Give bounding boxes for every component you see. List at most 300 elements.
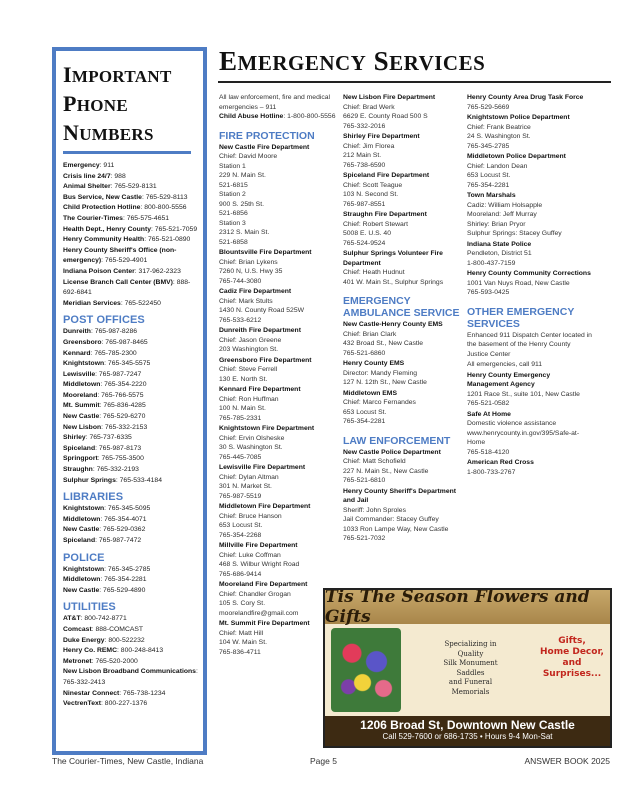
entry-name: New Lisbon [63,423,102,431]
ad-contact: Call 529-7600 or 686-1735 • Hours 9-4 Mon-Sat [382,732,553,741]
phone-entry [63,161,198,172]
phone-entry [63,380,198,391]
entry-name: Animal Shelter [63,183,111,191]
agency-detail: 653 Locust St. [219,522,263,529]
agency-name: American Red Cross [467,459,534,466]
agency-detail: Chief: Brian Lykens [219,258,278,266]
entry-number: : 765-987-8286 [90,328,138,336]
agency-detail: 765-354-2281 [343,418,386,425]
agency-detail: 1430 N. County Road 525W [219,307,305,314]
entry-number: : 765-332-2413 [63,668,198,686]
entry-number: : 765-354-2281 [100,576,147,584]
agency-name: Henry County Community Corrections [467,270,591,277]
entry-name: Lewisville [63,370,96,378]
important-phone-numbers-box [52,47,207,755]
agency-detail: Chief: Heath Hudnut [343,269,405,276]
agency-entry [219,541,337,579]
services-column-2 [343,93,463,545]
agency-entry [219,502,337,540]
phone-entry [63,391,198,402]
phone-entry [63,327,198,338]
agency-entry [219,287,337,325]
agency-name: Town Marshals [467,192,516,199]
entry-name: License Branch Call Center (BMV) [63,278,173,286]
sidebar-intro-list [63,161,198,309]
agency-name: Greensboro Fire Department [219,356,312,364]
entry-name: VectrenText [63,700,102,708]
agency-entry [467,269,593,298]
agency-detail: 401 W. Main St., Sulphur Springs [343,278,444,286]
agency-name: Knightstown Police Department [467,114,570,121]
agency-detail: Chief: Bruce Hanson [219,512,282,520]
agency-entry [467,152,593,190]
phone-entry [63,699,198,710]
agency-detail: 653 Locust St. [343,408,387,416]
phone-entry [63,370,198,381]
flower-bouquet-image [331,628,401,712]
phone-entry [63,182,198,193]
agency-entry [343,359,463,388]
agency-detail: 765-593-0425 [467,289,510,296]
agency-detail: Chief: Ron Huffman [219,395,279,403]
agency-entry [467,410,593,458]
footer-publication: The Courier-Times, New Castle, Indiana [52,756,204,766]
phone-entry [63,225,198,236]
agency-name: Blountsville Fire Department [219,249,312,256]
agency-detail: Station 3 [219,219,246,227]
agency-detail: Chief: Matt Hill [219,629,264,637]
section-heading: POLICE [63,551,105,564]
phone-entry [63,193,198,204]
agency-entry [219,143,337,248]
phone-entry [63,412,198,423]
phone-entry [63,401,198,412]
agency-entry [467,191,593,239]
entry-number: : 765-785-2300 [90,349,137,357]
agency-entry [219,385,337,423]
agency-detail: 103 N. Second St. [343,191,399,198]
entry-number: : 765-529-0362 [99,526,146,534]
agency-detail: 765-529-5669 [467,103,510,111]
entry-name: Comcast [63,625,92,633]
agency-entry [343,171,463,209]
agency-name: Sulphur Springs Volunteer Fire Department [343,250,443,267]
entry-number: : 765-521-7059 [151,225,198,233]
footer-book-title: ANSWER BOOK 2025 [524,756,610,766]
section-heading: OTHER EMERGENCY SERVICES [467,305,575,330]
entry-number: : 765-737-6335 [85,434,132,442]
agency-detail: 100 N. Main St. [219,405,266,412]
entry-number: : 765-575-4651 [122,214,170,222]
agency-detail: 301 N. Market St. [219,483,272,490]
agency-name: Middletown EMS [343,389,397,397]
agency-detail: 521-6856 [219,210,248,217]
entry-number: : 765-529-8113 [141,193,188,201]
phone-entry [63,278,198,299]
entry-name: Emergency [63,162,100,169]
agency-entry [467,240,593,269]
phone-entry [63,625,198,636]
agency-detail: 1-800-437-7159 [467,259,516,267]
entry-name: Metronet [63,657,92,665]
agency-detail: 6629 E. County Road 500 S [343,113,428,120]
agency-detail: 765-785-2331 [219,414,262,422]
entry-number: : 765-987-8465 [101,338,148,346]
phone-entry [63,214,198,225]
agency-detail: Chief: Dylan Altman [219,473,279,481]
agency-detail: 765-686-9414 [219,570,262,578]
section-heading: LIBRARIES [63,491,124,504]
entry-number: : 765-533-4184 [115,476,162,484]
entry-name: The Courier-Times [63,214,123,222]
entry-number: : 317-962-2323 [134,267,181,275]
agency-detail: Chief: Chandler Grogan [219,590,291,598]
agency-detail: Chief: Mark Stults [219,297,273,305]
entry-name: New Lisbon Broadband Communications [63,668,196,676]
entry-name: Dunreith [63,328,91,336]
agency-detail: 765-445-7085 [219,453,262,461]
agency-name: Kennard Fire Department [219,386,301,393]
agency-detail: 1001 Van Nuys Road, New Castle [467,279,570,287]
entry-number: : 765-755-3500 [97,455,144,463]
agency-name: Safe At Home [467,410,511,418]
phone-entry [63,504,198,515]
agency-name: Shirley Fire Department [343,133,420,140]
agency-detail: Chief: Robert Stewart [343,220,408,228]
agency-entry [343,249,463,287]
agency-name: Henry County EMS [343,360,405,367]
entry-name: Greensboro [63,338,102,346]
agency-detail: Chief: Matt Schofield [343,458,406,465]
services-column-3 [467,93,593,478]
agency-entry [219,356,337,385]
agency-detail: Chief: Brad Werk [343,103,395,111]
entry-name: New Castle [63,413,100,421]
emergency-services-title: EMERGENCY SERVICES [219,46,486,76]
entry-name: Knightstown [63,565,105,573]
agency-name: Middletown Police Department [467,153,566,160]
entry-name: New Castle [63,586,100,594]
agency-detail: Station 1 [219,162,246,170]
agency-detail: 468 S. Wilbur Wright Road [219,561,300,568]
agency-entry [343,210,463,248]
entry-name: Sulphur Springs [63,476,116,484]
sidebar-title: IMPORTANT PHONE NUMBERS [63,62,172,145]
agency-name: Straughn Fire Department [343,211,427,218]
entry-name: Health Dept., Henry County [63,225,151,233]
agency-entry [219,424,337,462]
phone-entry [63,586,198,597]
ad-address: 1206 Broad St, Downtown New Castle [360,718,575,732]
entry-number: : 765-529-8131 [110,183,157,191]
phone-entry [63,299,198,310]
agency-name: Cadiz Fire Department [219,288,292,295]
entry-number: : 765-520-2000 [91,657,138,665]
entry-name: Henry Community Health [63,236,145,244]
agency-entry [219,326,337,355]
entry-name: Indiana Poison Center [63,267,135,275]
agency-name: Indiana State Police [467,240,532,248]
entry-number: : 988 [110,172,126,180]
phone-entry [63,614,198,625]
entry-name: Mt. Summit [63,402,100,410]
entry-number: : 765-987-8173 [95,444,142,452]
agency-name: Mooreland Fire Department [219,581,308,588]
agency-detail: 212 Main St. [343,152,382,159]
agency-name: New Castle Fire Department [219,143,310,151]
entry-number: : 765-345-2785 [104,565,151,573]
agency-detail: 765-987-5519 [219,492,262,500]
agency-detail: Cadiz: William Holsapple [467,201,543,209]
agency-detail: Station 2 [219,191,246,198]
entry-number: : 765-354-4071 [100,515,147,523]
section-heading: UTILITIES [63,601,116,614]
entry-name: Shirley [63,434,86,442]
agency-detail: 7260 N, U.S. Hwy 35 [219,268,283,275]
phone-entry [63,689,198,700]
agency-detail: 127 N. 12th St., New Castle [343,379,427,386]
phone-entry [63,444,198,455]
agency-detail: moorelandfire@gmail.com [219,609,299,617]
section-heading: LAW ENFORCEMENT [343,434,451,447]
phone-entry [63,575,198,586]
agency-detail: Chief: Marco Fernandes [343,399,416,406]
agency-detail: 104 W. Main St. [219,639,267,646]
agency-detail: 1-800-733-2767 [467,468,516,476]
footer-page-number: Page 5 [310,756,337,766]
agency-name: Spiceland Fire Department [343,172,430,179]
entry-name: Springport [63,455,98,463]
agency-detail: 1201 Race St., suite 101, New Castle [467,390,580,398]
agency-detail: 765-521-6860 [343,349,386,357]
agency-entry [467,458,593,477]
entry-number: : 800-248-8413 [117,647,164,655]
entry-name: Knightstown [63,505,105,513]
agency-detail: Chief: Scott Teague [343,181,403,189]
phone-entry [63,454,198,465]
agency-detail: 765-345-2785 [467,142,510,150]
phone-entry [63,246,198,267]
entry-name: Spiceland [63,444,96,452]
entry-name: Straughn [63,466,93,474]
agency-detail: Chief: Ervin Olsheske [219,434,285,442]
agency-detail: Mooreland: Jeff Murray [467,211,537,218]
phone-entry [63,433,198,444]
agency-name: Henry County Area Drug Task Force [467,94,584,101]
entry-number: : 765-987-7472 [95,537,142,544]
intro-text: All law enforcement, fire and medical emergencies – 911 Child Abuse Hotline: 1-800-800-5556 [219,94,336,120]
agency-detail: 765-521-7032 [343,535,386,542]
page-footer [52,756,610,770]
phone-entry [63,465,198,476]
agency-entry [219,619,337,657]
agency-detail: 521-6815 [219,181,248,189]
agency-detail: Chief: Jason Greene [219,336,282,344]
agency-name: Lewisville Fire Department [219,464,306,471]
agency-detail: Chief: Frank Beatrice [467,123,531,131]
entry-name: Kennard [63,349,91,357]
phone-entry [63,423,198,434]
section-heading: EMERGENCY AMBULANCE SERVICE [343,295,460,319]
phone-entry [63,476,198,487]
info-text: Enhanced 911 Dispatch Center located in the basement of the Henry County Justice Center [467,331,592,358]
agency-detail: 765-354-2268 [219,531,262,539]
title-rule [218,81,611,83]
agency-detail: 30 S. Washington St. [219,444,283,451]
phone-entry [63,515,198,526]
ad-address-bar [325,716,610,746]
entry-name: Crisis line 24/7 [63,172,111,180]
phone-entry [63,636,198,647]
entry-number: : 800-742-8771 [80,615,127,623]
phone-entry [63,235,198,246]
agency-detail: 24 S. Washington St. [467,133,531,140]
phone-entry [63,657,198,668]
phone-entry [63,359,198,370]
phone-entry [63,565,198,576]
agency-detail: Sulphur Springs: Stacey Guffey [467,230,562,237]
entry-number: : 765-529-4901 [101,257,148,265]
entry-number: : 765-354-2220 [100,381,147,389]
entry-number: : 765-332-2193 [92,466,139,474]
ad-banner: Tis The Season Flowers and Gifts [325,590,610,624]
agency-entry [467,371,593,409]
agency-detail: Shirley: Brian Pryor [467,220,526,228]
agency-name: Dunreith Fire Department [219,327,301,334]
agency-detail: Chief: Brian Clark [343,330,397,338]
agency-entry [467,93,593,112]
flower-shop-advertisement [323,588,612,748]
agency-detail: 2312 S. Main St. [219,229,270,236]
agency-detail: Director: Mandy Fleming [343,369,418,377]
entry-number: : 765-332-2153 [101,423,148,431]
ad-gifts-text: Gifts, Home Decor, and Surprises... [540,636,604,679]
entry-number: : 800-522232 [104,636,145,644]
agency-detail: 227 N. Main St., New Castle [343,467,429,475]
agency-detail: Domestic violence assistance [467,420,557,427]
agency-name: Henry County Emergency Management Agency [467,371,551,388]
phone-entry [63,536,198,547]
section-heading: POST OFFICES [63,314,145,327]
entry-number: : 765-529-4890 [99,586,146,594]
agency-detail: Sheriff: John Sproles [343,506,406,514]
agency-name: New Castle-Henry County EMS [343,321,443,328]
agency-detail: 130 E. North St. [219,375,268,383]
phone-entry [63,338,198,349]
entry-number: : 765-521-0890 [144,236,191,244]
phone-entry [63,646,198,657]
entry-name: Meridian Services [63,299,121,307]
agency-detail: 765-521-6810 [343,477,386,484]
entry-number: : 765-522450 [120,299,161,307]
agency-name: New Lisbon Fire Department [343,94,436,101]
agency-entry [343,132,463,170]
agency-detail: 765-518-4120 [467,448,510,456]
entry-number: : 765-836-4285 [99,402,146,410]
entry-name: Duke Energy [63,636,105,644]
agency-name: Knightstown Fire Department [219,425,315,432]
agency-detail: Chief: Landon Dean [467,162,528,170]
agency-detail: 765-738-6590 [343,161,386,169]
agency-detail: Chief: Luke Coffman [219,551,281,559]
agency-detail: 900 S. 25th St. [219,200,264,208]
agency-detail: 765-836-4711 [219,648,261,656]
entry-name: Spiceland [63,537,96,544]
agency-detail: 432 Broad St., New Castle [343,340,424,347]
entry-number: : 765-738-1234 [119,689,166,697]
agency-detail: Pendleton, District 51 [467,250,532,257]
entry-number: : 765-766-5575 [97,391,144,399]
agency-entry [219,463,337,501]
info-text: All emergencies, call 911 [467,361,543,368]
agency-detail: 5008 E. U.S. 40 [343,230,391,237]
agency-detail: 229 N. Main St. [219,172,266,179]
entry-name: Middletown [63,381,101,389]
entry-number: : 888-COMCAST [91,625,144,633]
phone-entry [63,525,198,536]
entry-name: Bus Service, New Castle [63,193,142,201]
agency-detail: 105 S. Cory St. [219,600,266,607]
agency-detail: 765-524-9524 [343,239,386,247]
section-heading: FIRE PROTECTION [219,129,315,142]
agency-detail: 765-533-6212 [219,316,262,324]
agency-entry [467,113,593,151]
agency-detail: 765-987-8551 [343,200,386,208]
agency-detail: Chief: Steve Ferrell [219,366,278,373]
agency-detail: 765-332-2016 [343,122,386,130]
agency-detail: Jail Commander: Stacey Guffey [343,516,439,523]
agency-name: Henry County Sheriff's Department and Jail [343,487,457,504]
entry-name: Knightstown [63,360,105,368]
entry-number: : 765-529-6270 [99,413,146,421]
agency-detail: 653 Locust St. [467,172,511,179]
agency-detail: www.henrycounty.in.gov/395/Safe-at-Home [467,429,580,446]
phone-entry [63,267,198,278]
phone-entry [63,172,198,183]
entry-name: AT&T [63,615,81,623]
agency-detail: 765-521-0582 [467,400,510,407]
agency-detail: 521-6858 [219,238,248,246]
services-column-1 [219,93,337,658]
agency-entry [343,320,463,358]
agency-entry [343,389,463,427]
entry-number: : 765-345-5575 [104,360,151,368]
ad-services-text: Specializing in Quality Silk Monument Saddles and Funeral Memorials [443,640,498,696]
entry-name: Mooreland [63,391,98,399]
phone-entry [63,349,198,360]
agency-entry [219,580,337,618]
agency-name: New Castle Police Department [343,448,441,456]
agency-detail: 765-744-3080 [219,277,262,285]
entry-number: : 765-345-5095 [104,505,151,513]
entry-name: Middletown [63,576,101,584]
sidebar-sections [63,314,198,709]
agency-entry [343,487,463,544]
entry-name: Ninestar Connect [63,689,120,697]
entry-name: Henry County Sheriff's Office (non-emergency) [63,246,177,265]
phone-entry [63,203,198,214]
entry-number: : 800-227-1376 [101,700,148,708]
entry-number: : 800-800-5556 [140,204,187,212]
entry-number: : 888-692-6841 [63,278,191,297]
entry-number: : 765-987-7247 [95,370,142,378]
agency-entry [343,448,463,486]
entry-name: New Castle [63,526,100,534]
agency-entry [343,93,463,131]
agency-detail: 765-354-2281 [467,181,510,189]
entry-name: Henry Co. REMC [63,647,118,655]
agency-detail: 203 Washington St. [219,346,279,353]
